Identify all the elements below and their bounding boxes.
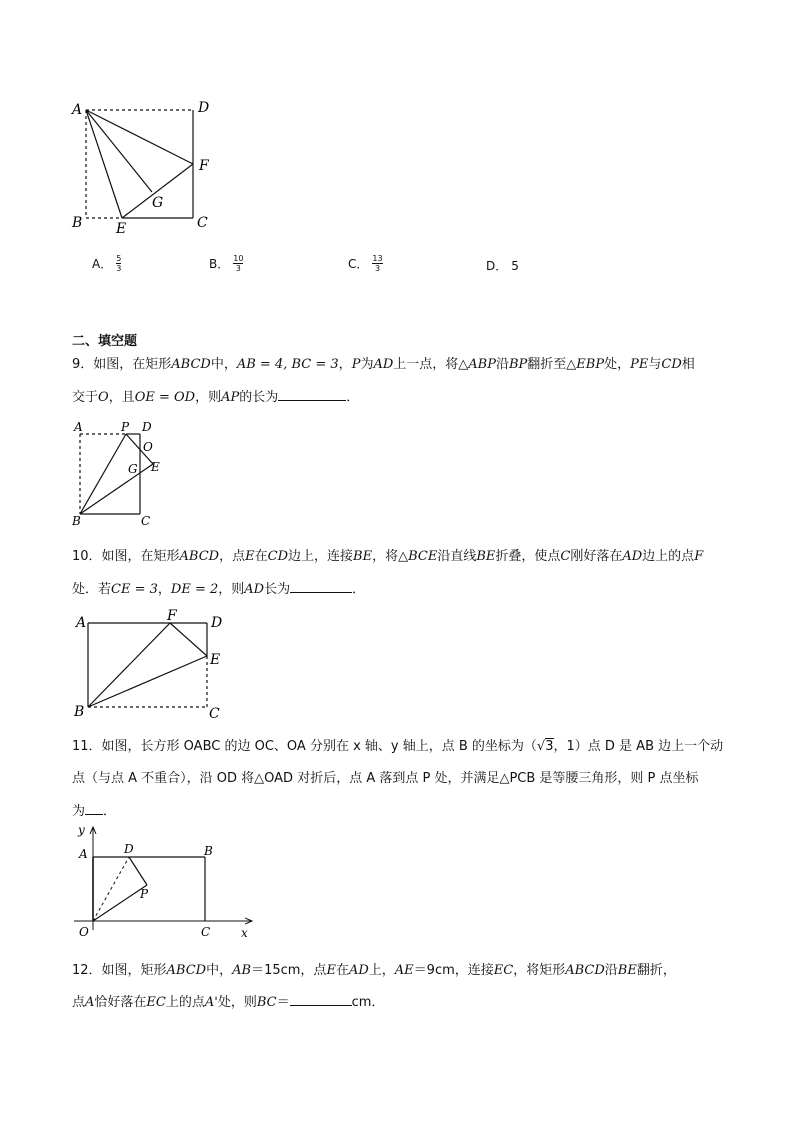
option-a-fraction [116,254,121,273]
fig10-point-f-label: F [167,608,177,624]
question-11-line-2: 点（与点 A 不重合），沿 OD 将△OAD 对折后，点 A 落到点 P 处，并满足△PCB 是等腰三角形，则 P 点坐标 [72,771,699,786]
fig11-point-o-label: O [79,925,89,939]
fig9-point-g-label: G [128,462,138,476]
question-12-line-1: 12．如图，矩形ABCD中，AB＝15cm，点E在AD上，AE＝9cm，连接EC，将矩形ABCD沿BE翻折， [72,963,676,978]
question-8-figure [70,98,220,238]
fig10-point-b-label: B [74,704,85,720]
option-c-fraction [372,254,382,273]
question-10-figure [70,608,230,723]
question-9-figure [70,418,170,530]
fig10-point-e-label: E [210,652,221,668]
fig9-point-d-label: D [142,420,152,434]
option-b-letter: B． [209,257,230,271]
fig11-point-a-label: A [79,847,88,861]
answer-blank-10[interactable] [290,580,352,593]
question-9-line-1: 9．如图，在矩形ABCD中，AB = 4, BC = 3，P为AD上一点，将△ABP沿BP翻折至△EBP处，PE与CD相 [72,357,695,372]
question-11-figure [70,822,260,942]
option-a[interactable] [92,254,121,273]
option-c-numerator: 13 [372,254,383,263]
option-b-fraction [233,254,243,273]
point-a-label: A [72,102,83,118]
option-b-denominator: 3 [235,264,241,273]
fig11-point-c-label: C [201,925,211,939]
section-title: 二、填空题 [72,334,138,349]
question-11-line-3: 为 ． [72,804,117,819]
fig9-point-p-label: P [121,420,130,434]
point-b-label: B [72,215,83,231]
point-f-label: F [199,158,209,174]
option-d-letter: D． [486,259,508,273]
question-10-line-1: 10．如图，在矩形ABCD，点E在CD边上，连接BE，将△BCE沿直线BE折叠，使点C刚好落在AD边上的点F [72,549,704,564]
option-c-letter: C． [348,257,369,271]
fig11-x-axis-label: x [241,926,248,940]
point-c-label: C [197,215,208,231]
option-d-value: 5 [511,258,519,273]
fig11-point-b-label: B [204,844,213,858]
option-a-numerator: 5 [116,254,122,263]
fig9-point-e-label: E [151,460,160,474]
fig9-point-o-label: O [143,440,153,454]
fig9-point-b-label: B [72,514,81,528]
option-a-denominator: 3 [116,264,122,273]
fig9-point-a-label: A [74,420,83,434]
point-g-label: G [152,195,164,211]
fig10-point-d-label: D [211,615,223,631]
answer-blank-9[interactable] [278,388,346,401]
question-10-line-2: 处．若CE = 3，DE = 2，则AD长为 ． [72,582,366,597]
fig11-y-axis-label: y [78,823,85,837]
fig9-point-c-label: C [141,514,151,528]
point-e-label: E [116,221,127,237]
fig10-point-c-label: C [209,706,220,722]
question-11-line-1: 11．如图，长方形 OABC 的边 OC、OA 分别在 x 轴、y 轴上，点 B 的坐标为（√3，1）点 D 是 AB 边上一个动 [72,739,724,754]
fig11-point-p-label: P [140,887,149,901]
question-12-line-2: 点A恰好落在EC上的点A'处，则BC＝ cm． [72,995,385,1010]
option-b[interactable] [209,254,243,273]
answer-blank-11[interactable] [85,802,103,815]
fig11-point-d-label: D [124,842,134,856]
option-c-denominator: 3 [374,264,381,273]
option-a-letter: A． [92,257,113,271]
question-9-line-2: 交于O，且OE = OD，则AP的长为 ． [72,390,360,405]
option-d[interactable] [486,257,519,274]
answer-blank-12[interactable] [290,993,352,1006]
fig10-point-a-label: A [76,615,87,631]
point-d-label: D [198,100,210,116]
option-c[interactable] [348,254,383,273]
sqrt-sign: √ [536,739,546,754]
question-8-options [92,254,592,282]
option-b-numerator: 10 [233,254,244,263]
